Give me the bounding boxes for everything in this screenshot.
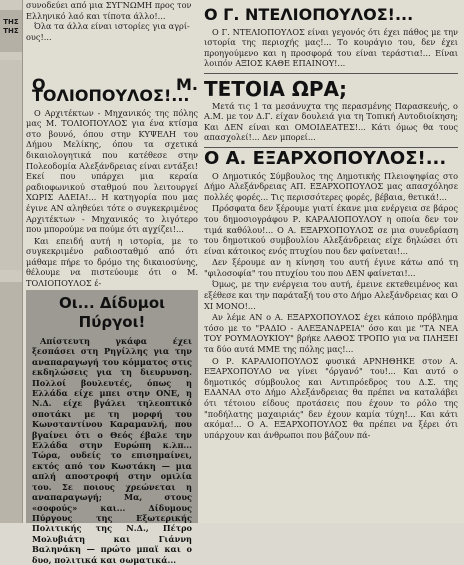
heading-nteliopoulos: Ο Γ. ΝΤΕΛΙΟΠΟΥΛΟΣ!... [204, 5, 414, 24]
nteliopoulos-text: Ο Γ. ΝΤΕΛΙΟΠΟΥΛΟΣ είναι γεγονός ότι έχει πάθος με την ιστορία της περιοχής μας!... Το κουράγιο του, δεν έχει προηγούμενο και η προσφορά του είναι τεράστια!... Είναι λοιπόν ΑΞΙΟΣ ΚΑΘΕ ΕΠΑΙΝΟΥ!... [204, 26, 458, 69]
intro-line: συνοδεύει από μια ΣΥΓΝΩΜΗ προς τον [26, 0, 192, 10]
article-paragraph: Ο Ρ. ΚΑΡΑΛΙΟΠΟΥΛΟΣ φυσικά ΑΡΝΗΘΗΚΕ στον Α. ΕΞΑΡΧΟΠΟΥΛΟ να γίνει "όργανό" του!... Και αυτό ο δημοτικός σύμβουλος και Αντιπρόεδρος του Δ.Σ. της ΕΔΑΝΑΛ στο Δήμο Αλεξάνδρειας θα πρέπει να καταλάβει ότι τέτοιου είδους προτάσεις που έχουν το ρόλο της "ποδήλατης μαχαιριάς" δεν έχουν καμία τύχη!... Και κάτι ακόμα!... Ο Α. ΕΞΑΡΧΟΠΟΥΛΟΣ θα πρέπει να ξέρει ότι υπάρχουν και άνθρωποι που βάζουν πά- [204, 355, 458, 440]
strip-caption: ΤΗΣ ΤΗΣ [3, 18, 19, 35]
article-paragraph: Και επειδή αυτή η ιστορία, με το συγκεκριμένο ραδιοσταθμό από ότι μάθαμε πήρε το δρόμο της δικαιοσύνης, θέλουμε να πιστεύουμε ότι ο Μ. ΤΟΛΙΟΠΟΥΛΟΣ έ- [26, 235, 198, 289]
tetoia-ora-text: Μετά τις 1 τα μεσάνυχτα της περασμένης Παρασκευής, ο Α.Μ. με τον Δ.Γ. είχαν δουλειά για τη Τοπική Αυτοδιοίκηση; Και ΔΕΝ είναι και ΟΜΟΙΔΕΑΤΕΣ!... Κάτι όμως θα τους απασχολεί!... Δεν μπορεί... [204, 100, 458, 143]
box-text: Απίστευτη γκάφα έχει ξεσπάσει στη Ρηγίλλης για την αναπαραγωγή του κόμματος στις εκδηλώσεις για τη διευρυνση. Πολλοί βουλευτές, όπως η Ελλάδα είχε μπει στην ΟΝΕ, η Ν.Δ. είχε βγάλει τηλεοπτικό σποτάκι με τη μορφή του Κωνσταντίνου Καραμανλή, που βγαίνει ότι ο Θεός έβαλε την Ελλάδα στην Ευρώπη κ.λπ... Τώρα, ουδείς το επισημαίνει, εκτός από τον Κωστάκη — μια απλή αποστροφή στην ομιλία του. Σε ποιους χρεώνεται η αναπαραγωγή; Μα, στους «σοφούς» και... Δίδυμους Πύργους της Εξωτερικής Πολιτικής της Ν.Δ., Πέτρο Μολυβιάτη και Γιάννη Βαληνάκη — πρώτο μπαϊ και ο δυο, πολιτικά και σωματικά... [32, 336, 192, 565]
article-paragraph: Ο Δημοτικός Σύμβουλος της Δημοτικής Πλειοψηφίας στο Δήμο Αλεξάνδρειας ΑΠ. ΕΞΑΡΧΟΠΟΥΛΟΣ μας απασχόλησε πολλές φορές... Τις περισσότερες φορές, βέβαια, θετικά!... [204, 170, 458, 202]
intro-text [26, 0, 198, 42]
divider [204, 73, 458, 74]
left-column [26, 0, 198, 290]
right-column [204, 0, 458, 441]
article-paragraph: Ο Αρχιτέκτων - Μηχανικός της πόλης μας Μ. ΤΟΛΙΟΠΟΥΛΟΣ για ένα κτίσμα στο βουνό, όπου στην ΚΥΨΕΛΗ του Δήμου Μελίκης, όπου τα σχετικά δικαιολογητικά που κατέθεσε στην Πολεοδομία Αλεξάνδρειας είναι εντάξει! Εκεί που υπάρχει μια κεραία ραδιοφωνικού σταθμού που λειτουργεί ΧΩΡΙΣ ΑΔΕΙΑ!... Η κατηγορία που μας έγινε ΑΝ αληθεύει τότε ο συγκεκριμένος Αρχιτέκτων - Μηχανικός το λιγότερο που μπορούμε να πούμε ότι αγχίζει!... [26, 107, 198, 235]
article-paragraph: Όμως, με την ενέργεια του αυτή, έμεινε εκτεθειμένος και εξέθεσε και την παράταξή του στο Δήμο Αλεξάνδρειας και Ο ΧΙ ΜΟΝΟ!... [204, 279, 458, 311]
intro-line: Ελληνικό λαό και τίποτα άλλο!... [26, 10, 166, 21]
left-edge-strip [0, 0, 23, 523]
article-paragraph: Αν λέμε ΑΝ ο Α. ΕΞΑΡΧΟΠΟΥΛΟΣ έχει κάποιο πρόβλημα τόσο με το "ΡΑΔΙΟ - ΑΛΕΞΑΝΔΡΕΙΑ" όσο και με "ΤΑ ΝΕΑ ΤΟΥ ΡΟΥΜΛΟΥΚΙΟΥ" βρήκε ΛΑΘΟΣ ΤΡΟΠΟ για να ΠΛΗΞΕΙ τα δύο αυτά ΜΜΕ της πόλης μας!... [204, 312, 458, 355]
twin-towers-box [26, 290, 198, 565]
box-title-line2: Πύργοι! [78, 313, 146, 331]
heading-tetoia-ora: ΤΕΤΟΙΑ ΩΡΑ; [204, 76, 347, 101]
article-paragraph: Πρόσφατα δεν ξέρουμε γιατί έκανε μια ενέργεια σε βάρος του δημοσιογράφου Ρ. ΚΑΡΑΛΙΟΠΟΥΛΟΥ η οποία δεν τον τιμά καθόλου!... Ο Α. ΕΞΑΡΧΟΠΟΥΛΟΣ σε μια συνεδρίαση του δημοτικού συμβουλίου Αλεξάνδρειας είχε δηλώσει ότι είναι κάτοικος ενός πτυχίου που δεν φαίνεται!... [204, 203, 458, 256]
intro-line: Όλα τα άλλα είναι ιστορίες για αγρί- [34, 21, 190, 32]
strip-photo-bottom [0, 282, 22, 523]
box-title-line1: Οι... Δίδυμοι [59, 294, 165, 312]
box-body [26, 332, 198, 565]
heading-toliopoulos: Ο Μ. ΤΟΛΙΟΠΟΥΛΟΣ!... [32, 75, 198, 105]
strip-column-text [0, 60, 22, 270]
heading-exarchopoulos: Ο Α. ΕΞΑΡΧΟΠΟΥΛΟΣ!... [204, 147, 447, 169]
article-paragraph: Δεν ξέρουμε αν η κίνηση του αυτή έγινε κάτω από τη "φιλοσοφία" του πτυχίου του που ΔΕΝ φαίνεται!... [204, 257, 458, 278]
intro-line: ους!... [26, 31, 52, 42]
